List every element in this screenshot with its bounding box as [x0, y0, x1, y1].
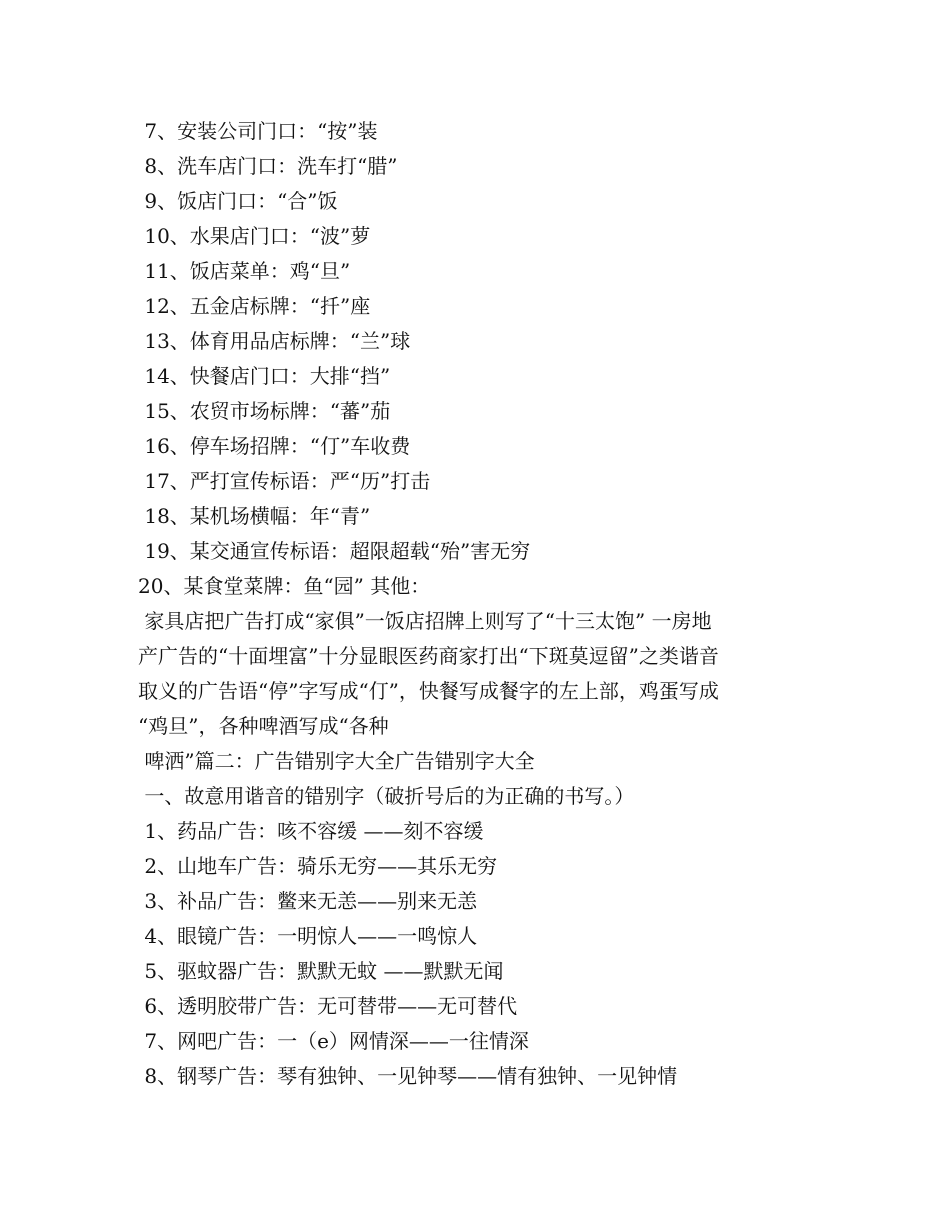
list-item: 14、快餐店门口：大排“挡” — [138, 364, 391, 388]
list-item: 5、驱蚊器广告：默默无蚊 ——默默无闻 — [138, 959, 504, 983]
section-heading: 啤洒”篇二：广告错别字大全广告错别字大全 — [138, 749, 535, 773]
list-item: 10、水果店门口：“波”萝 — [138, 224, 371, 248]
list-item: 20、某食堂菜牌：鱼“园” 其他： — [138, 574, 431, 598]
list-item: 8、钢琴广告：琴有独钟、一见钟琴——情有独钟、一见钟情 — [138, 1064, 678, 1088]
list-item: 16、停车场招牌：“仃”车收费 — [138, 434, 411, 458]
list-item: 18、某机场横幅：年“青” — [138, 504, 371, 528]
list-item: 17、严打宣传标语：严“历”打击 — [138, 469, 431, 493]
list-item: 9、饭店门口：“合”饭 — [138, 189, 338, 213]
paragraph-line: 产广告的“十面埋富”十分显眼医药商家打出“下斑莫逗留”之类谐音 — [138, 644, 719, 668]
list-item: 8、洗车店门口：洗车打“腊” — [138, 154, 398, 178]
list-item: 13、体育用品店标牌：“兰”球 — [138, 329, 411, 353]
list-item: 12、五金店标牌：“扦”座 — [138, 294, 371, 318]
paragraph-line: “鸡旦”，各种啤酒写成“各种 — [138, 714, 389, 738]
paragraph-line: 家具店把广告打成“家俱”一饭店招牌上则写了“十三太饱” 一房地 — [138, 609, 712, 633]
paragraph-line: 取义的广告语“停”字写成“仃”，快餐写成餐字的左上部，鸡蛋写成 — [138, 679, 719, 703]
list-item: 2、山地车广告：骑乐无穷——其乐无穷 — [138, 854, 498, 878]
paragraph-other — [138, 604, 818, 744]
list-item: 7、安装公司门口：“按”装 — [138, 119, 378, 143]
list-item: 4、眼镜广告：一明惊人——一鸣惊人 — [138, 924, 478, 948]
list-item: 1、药品广告：咳不容缓 ——刻不容缓 — [138, 819, 484, 843]
list-item: 7、网吧广告：一（e）网情深——一往情深 — [138, 1029, 529, 1053]
list-item: 11、饭店菜单：鸡“旦” — [138, 259, 351, 283]
list-item: 3、补品广告：鳖来无恙——别来无恙 — [138, 889, 478, 913]
list-item: 6、透明胶带广告：无可替带——无可替代 — [138, 994, 518, 1018]
list-item: 19、某交通宣传标语：超限超载“殆”害无穷 — [138, 539, 531, 563]
section-subheading: 一、故意用谐音的错别字（破折号后的为正确的书写。） — [138, 784, 635, 808]
list-item: 15、农贸市场标牌：“蕃”茄 — [138, 399, 391, 423]
document-body — [138, 114, 818, 1094]
